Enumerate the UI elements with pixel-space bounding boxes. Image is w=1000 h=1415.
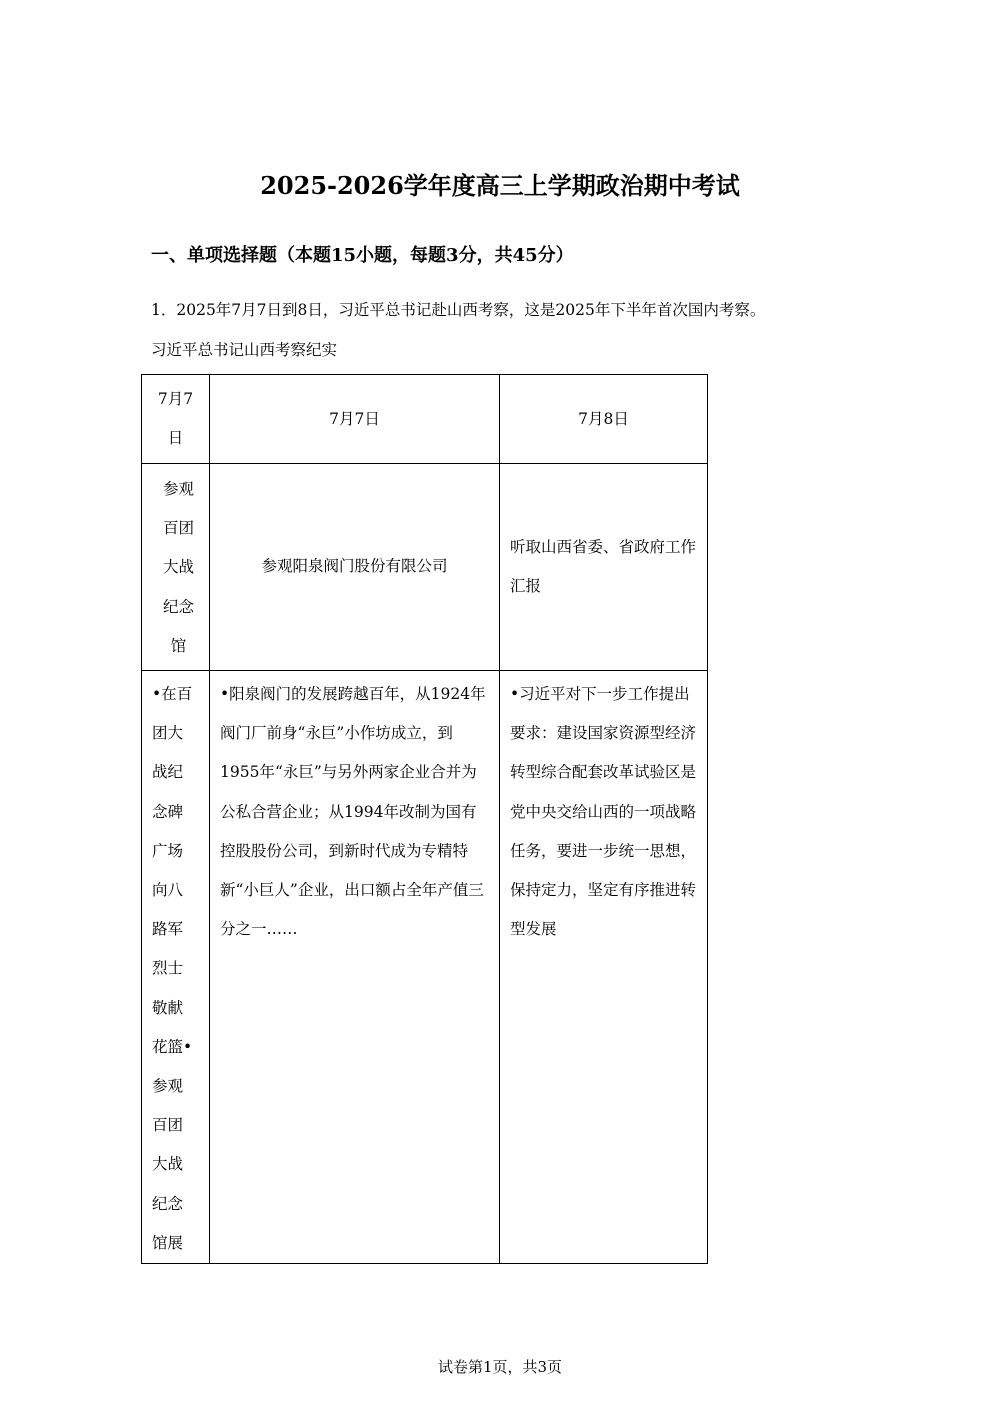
table-cell <box>210 671 500 1264</box>
page-footer: 试卷第1页，共3页 <box>437 1358 563 1376</box>
table-row-places <box>142 464 708 671</box>
table-header-cell <box>210 375 500 464</box>
section-heading: 一、单项选择题（本题15小题，每题3分，共45分） <box>151 245 574 266</box>
inspection-record-table <box>141 374 708 1264</box>
date-header-3: 7月8日 <box>578 409 629 428</box>
table-cell <box>142 464 210 671</box>
detail-requirements: •习近平对下一步工作提出要求：建设国家资源型经济转型综合配套改革试验区是党中央交给山西的一项战略任务，要进一步统一思想，保持定力，坚定有序推进转型发展 <box>510 685 697 939</box>
detail-memorial: •在百团大战纪念碑广场向八路军烈士敬献花篮•参观百团大战纪念馆展 <box>152 685 193 1252</box>
exam-title: 2025-2026学年度高三上学期政治期中考试 <box>260 171 740 200</box>
place-memorial-hall: 参观百团大战纪念馆 <box>162 479 194 655</box>
table-header-row <box>142 375 708 464</box>
table-header-cell <box>500 375 708 464</box>
date-header-2: 7月7日 <box>329 409 380 428</box>
place-valve-company: 参观阳泉阀门股份有限公司 <box>261 557 448 576</box>
question-1-stem: 1．2025年7月7日到8日，习近平总书记赴山西考察，这是2025年下半年首次国内考察。 <box>151 301 766 319</box>
table-header-cell <box>142 375 210 464</box>
table-row-details <box>142 671 708 1264</box>
table-caption: 习近平总书记山西考察纪实 <box>151 341 338 359</box>
detail-valve-company: •阳泉阀门的发展跨越百年，从1924年阀门厂前身“永巨”小作坊成立，到1955年“永巨”与另外两家企业合并为公私合营企业；从1994年改制为国有控股股份公司，到新时代成为专精特新“小巨人”企业，出口额占全年产值三分之一…… <box>220 685 486 939</box>
table-cell <box>210 464 500 671</box>
table-cell <box>500 464 708 671</box>
date-header-1: 7月7日 <box>157 390 194 447</box>
place-work-report: 听取山西省委、省政府工作汇报 <box>510 537 697 595</box>
table-cell <box>142 671 210 1264</box>
table-cell <box>500 671 708 1264</box>
